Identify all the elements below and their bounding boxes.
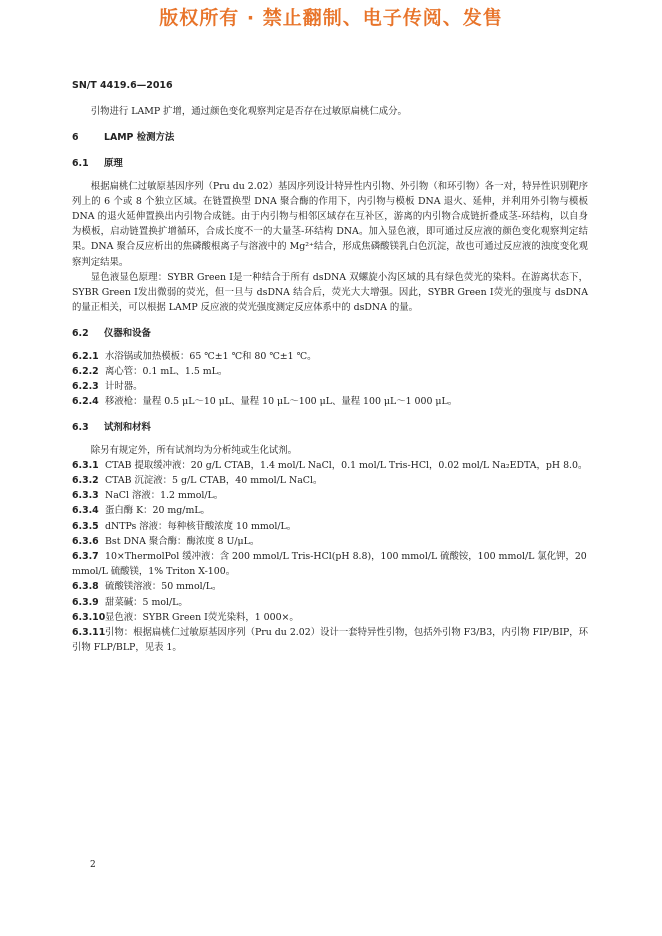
item-text: 硫酸镁溶液：50 mmol/L。 (105, 581, 222, 593)
item-text: 10×ThermolPol 缓冲液：含 200 mmol/L Tris-HCl(pH 8.8)，100 mmol/L 硫酸铵，100 mmol/L 氯化钾，20 mmol/L 硫酸镁，1% Triton X-100。 (72, 551, 587, 578)
item-number: 6.2.2 (72, 365, 99, 377)
section-6-1-heading (72, 156, 588, 171)
item-number: 6.2.4 (72, 396, 99, 408)
list-item (72, 595, 588, 610)
item-text: CTAB 沉淀液：5 g/L CTAB，40 mmol/L NaCl。 (105, 475, 323, 487)
list-item (72, 534, 588, 549)
list-item (72, 610, 588, 625)
list-item (72, 394, 588, 409)
section-number: 6.2 (72, 328, 89, 340)
equipment-list (72, 349, 588, 410)
item-number: 6.3.1 (72, 459, 99, 471)
item-number: 6.3.11 (72, 627, 106, 639)
item-number: 6.3.2 (72, 475, 99, 487)
item-number: 6.2.3 (72, 381, 99, 393)
document-body (72, 104, 588, 656)
list-item (72, 503, 588, 518)
item-text: dNTPs 溶液：每种核苷酸浓度 10 mmol/L。 (105, 520, 297, 532)
list-item (72, 458, 588, 473)
item-number: 6.3.8 (72, 581, 99, 593)
principle-paragraph-2: 显色液显色原理：SYBR Green Ⅰ是一种结合于所有 dsDNA 双螺旋小沟区域的具有绿色荧光的染料。在游离状态下，SYBR Green Ⅰ发出微弱的荧光，但一旦与 dsDNA 结合后，荧光大大增强。因此，SYBR Green Ⅰ荧光的强度与 dsDNA 的量正相关，可以根据 LAMP 反应液的荧光强度测定反应体系中的 dsDNA 的量。 (72, 271, 588, 314)
item-text: 水浴锅或加热模板：65 ℃±1 ℃和 80 ℃±1 ℃。 (105, 350, 317, 362)
item-text: 蛋白酶 K：20 mg/mL。 (105, 505, 210, 517)
section-number: 6.3 (72, 422, 89, 434)
section-title: 仪器和设备 (104, 328, 151, 340)
section-title: LAMP 检测方法 (104, 132, 175, 144)
item-number: 6.3.4 (72, 505, 99, 517)
intro-paragraph: 引物进行 LAMP 扩增，通过颜色变化观察判定是否存在过敏原扁桃仁成分。 (90, 106, 407, 117)
page-number: 2 (90, 860, 96, 870)
list-item (72, 364, 588, 379)
section-6-3-heading (72, 420, 588, 435)
list-item (72, 379, 588, 394)
item-text: NaCl 溶液：1.2 mmol/L。 (105, 490, 224, 502)
item-number: 6.3.7 (72, 551, 99, 563)
item-text: 甜菜碱：5 mol/L。 (105, 596, 188, 608)
list-item (72, 349, 588, 364)
item-text: CTAB 提取缓冲液：20 g/L CTAB，1.4 mol/L NaCl，0.1 mol/L Tris-HCl，0.02 mol/L Na₂EDTA，pH 8.0。 (105, 459, 588, 471)
item-number: 6.3.3 (72, 490, 99, 502)
item-number: 6.3.5 (72, 520, 99, 532)
item-number: 6.3.10 (72, 611, 106, 623)
standard-code: SN/T 4419.6—2016 (72, 80, 173, 91)
section-title: 试剂和材料 (104, 422, 151, 434)
item-text: 显色液：SYBR Green Ⅰ荧光染料，1 000×。 (105, 611, 299, 623)
watermark-banner: 版权所有 · 禁止翻制、电子传阅、发售 (159, 7, 503, 29)
section-number: 6 (72, 132, 79, 144)
item-text: 离心管：0.1 mL、1.5 mL。 (105, 365, 228, 377)
reagent-list (72, 458, 588, 656)
list-item (72, 625, 588, 655)
list-item (72, 549, 588, 579)
section-6-heading (72, 130, 588, 145)
item-number: 6.2.1 (72, 350, 99, 362)
section-number: 6.1 (72, 158, 89, 170)
item-text: 引物：根据扁桃仁过敏原基因序列（Pru du 2.02）设计一套特异性引物，包括外引物 F3/B3，内引物 FIP/BIP，环引物 FLP/BLP，见表 1。 (72, 627, 588, 654)
section-6-2-heading (72, 326, 588, 341)
list-item (72, 488, 588, 503)
section-title: 原理 (104, 158, 123, 170)
principle-paragraph-1: 根据扁桃仁过敏原基因序列（Pru du 2.02）基因序列设计特异性内引物、外引物（和环引物）各一对，特异性识别靶序列上的 6 个或 8 个独立区域。在链置换型 DNA 聚合酶的作用下，内引物与模板 DNA 退火、延伸，并利用外引物与模板 DNA 的退火延伸置换出内引物合成链。由于内引物与相邻区域存在互补区，游离的内引物合成链折叠成茎-环结构，以自身为模板，启动链置换扩增循环，合成长度不一的大量茎-环结构 DNA。加入显色液，即可通过反应液的颜色变化观察判定结果。DNA 聚合反应析出的焦磷酸根离子与溶液中的 Mg²⁺结合，形成焦磷酸镁乳白色沉淀，故也可通过反应液的浊度变化观察判定结果。 (72, 180, 588, 268)
item-number: 6.3.6 (72, 535, 99, 547)
item-text: 计时器。 (105, 381, 143, 393)
item-text: Bst DNA 聚合酶：酶浓度 8 U/μL。 (105, 535, 260, 547)
list-item (72, 519, 588, 534)
item-number: 6.3.9 (72, 596, 99, 608)
list-item (72, 579, 588, 594)
item-text: 移液枪：量程 0.5 μL～10 μL、量程 10 μL～100 μL、量程 100 μL～1 000 μL。 (105, 396, 458, 408)
reagents-intro: 除另有规定外，所有试剂均为分析纯或生化试剂。 (90, 444, 298, 456)
list-item (72, 473, 588, 488)
